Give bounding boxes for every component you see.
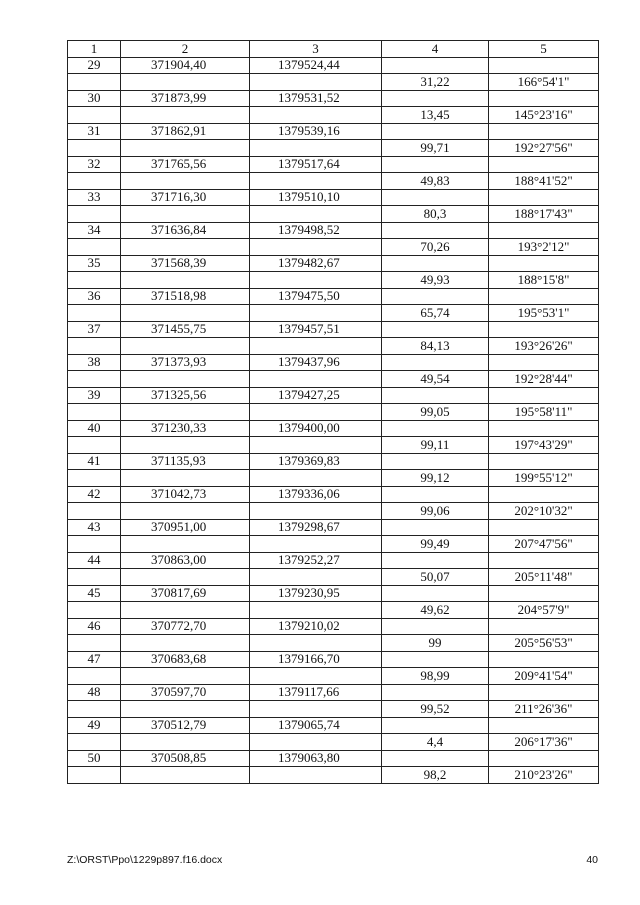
x-coordinate-cell — [121, 305, 250, 322]
point-number-cell — [68, 668, 121, 685]
y-coordinate-cell — [250, 635, 382, 652]
column-header-1: 1 — [68, 41, 121, 58]
point-number-cell: 32 — [68, 156, 121, 173]
point-number-cell: 40 — [68, 420, 121, 437]
y-coordinate-cell: 1379531,52 — [250, 90, 382, 107]
distance-cell — [382, 651, 489, 668]
table-row — [68, 552, 599, 569]
y-coordinate-cell: 1379210,02 — [250, 618, 382, 635]
point-number-cell: 31 — [68, 123, 121, 140]
y-coordinate-cell — [250, 140, 382, 157]
bearing-cell: 210°23'26" — [489, 767, 599, 784]
distance-cell — [382, 189, 489, 206]
table-row — [68, 371, 599, 388]
table-row — [68, 651, 599, 668]
table-row — [68, 503, 599, 520]
bearing-cell: 195°53'1" — [489, 305, 599, 322]
table-row — [68, 486, 599, 503]
bearing-cell — [489, 90, 599, 107]
distance-cell — [382, 420, 489, 437]
bearing-cell — [489, 717, 599, 734]
bearing-cell — [489, 750, 599, 767]
bearing-cell: 188°41'52" — [489, 173, 599, 190]
x-coordinate-cell: 370683,68 — [121, 651, 250, 668]
table-row — [68, 123, 599, 140]
table-row — [68, 288, 599, 305]
y-coordinate-cell: 1379517,64 — [250, 156, 382, 173]
table-row — [68, 222, 599, 239]
y-coordinate-cell — [250, 305, 382, 322]
y-coordinate-cell — [250, 74, 382, 91]
x-coordinate-cell: 370772,70 — [121, 618, 250, 635]
x-coordinate-cell: 371636,84 — [121, 222, 250, 239]
x-coordinate-cell: 370951,00 — [121, 519, 250, 536]
bearing-cell — [489, 519, 599, 536]
y-coordinate-cell: 1379065,74 — [250, 717, 382, 734]
y-coordinate-cell — [250, 503, 382, 520]
distance-cell: 31,22 — [382, 74, 489, 91]
x-coordinate-cell — [121, 272, 250, 289]
distance-cell: 99 — [382, 635, 489, 652]
distance-cell: 50,07 — [382, 569, 489, 586]
point-number-cell — [68, 107, 121, 124]
x-coordinate-cell — [121, 404, 250, 421]
table-row — [68, 107, 599, 124]
column-header-4: 4 — [382, 41, 489, 58]
x-coordinate-cell — [121, 107, 250, 124]
x-coordinate-cell — [121, 701, 250, 718]
y-coordinate-cell: 1379539,16 — [250, 123, 382, 140]
point-number-cell: 29 — [68, 57, 121, 74]
y-coordinate-cell — [250, 668, 382, 685]
distance-cell: 65,74 — [382, 305, 489, 322]
bearing-cell: 206°17'36" — [489, 734, 599, 751]
x-coordinate-cell: 371904,40 — [121, 57, 250, 74]
point-number-cell — [68, 206, 121, 223]
bearing-cell — [489, 321, 599, 338]
column-header-3: 3 — [250, 41, 382, 58]
point-number-cell — [68, 767, 121, 784]
x-coordinate-cell — [121, 536, 250, 553]
bearing-cell — [489, 354, 599, 371]
y-coordinate-cell: 1379369,83 — [250, 453, 382, 470]
x-coordinate-cell — [121, 206, 250, 223]
bearing-cell: 192°27'56" — [489, 140, 599, 157]
x-coordinate-cell — [121, 371, 250, 388]
table-row — [68, 585, 599, 602]
distance-cell: 4,4 — [382, 734, 489, 751]
x-coordinate-cell: 371568,39 — [121, 255, 250, 272]
y-coordinate-cell — [250, 536, 382, 553]
table-row — [68, 272, 599, 289]
bearing-cell: 205°11'48" — [489, 569, 599, 586]
distance-cell — [382, 552, 489, 569]
distance-cell — [382, 123, 489, 140]
y-coordinate-cell: 1379482,67 — [250, 255, 382, 272]
distance-cell: 98,99 — [382, 668, 489, 685]
y-coordinate-cell — [250, 404, 382, 421]
point-number-cell — [68, 305, 121, 322]
x-coordinate-cell — [121, 140, 250, 157]
distance-cell — [382, 57, 489, 74]
bearing-cell — [489, 552, 599, 569]
distance-cell: 99,49 — [382, 536, 489, 553]
y-coordinate-cell — [250, 107, 382, 124]
distance-cell: 84,13 — [382, 338, 489, 355]
distance-cell — [382, 519, 489, 536]
y-coordinate-cell — [250, 470, 382, 487]
bearing-cell: 195°58'11" — [489, 404, 599, 421]
distance-cell: 99,11 — [382, 437, 489, 454]
point-number-cell — [68, 635, 121, 652]
y-coordinate-cell — [250, 371, 382, 388]
y-coordinate-cell — [250, 767, 382, 784]
x-coordinate-cell — [121, 239, 250, 256]
y-coordinate-cell: 1379437,96 — [250, 354, 382, 371]
distance-cell — [382, 750, 489, 767]
point-number-cell: 47 — [68, 651, 121, 668]
coordinates-table — [67, 40, 599, 784]
point-number-cell: 34 — [68, 222, 121, 239]
distance-cell: 99,71 — [382, 140, 489, 157]
table-row — [68, 734, 599, 751]
x-coordinate-cell: 371518,98 — [121, 288, 250, 305]
y-coordinate-cell: 1379298,67 — [250, 519, 382, 536]
point-number-cell: 45 — [68, 585, 121, 602]
table-row — [68, 519, 599, 536]
table-row — [68, 437, 599, 454]
table-row — [68, 140, 599, 157]
distance-cell: 49,54 — [382, 371, 489, 388]
table-row — [68, 767, 599, 784]
x-coordinate-cell — [121, 338, 250, 355]
table-row — [68, 701, 599, 718]
distance-cell: 80,3 — [382, 206, 489, 223]
bearing-cell: 204°57'9" — [489, 602, 599, 619]
point-number-cell: 48 — [68, 684, 121, 701]
y-coordinate-cell — [250, 206, 382, 223]
distance-cell — [382, 717, 489, 734]
y-coordinate-cell — [250, 338, 382, 355]
table-body — [68, 57, 599, 783]
point-number-cell: 33 — [68, 189, 121, 206]
table-row — [68, 189, 599, 206]
bearing-cell — [489, 156, 599, 173]
distance-cell — [382, 255, 489, 272]
table-row — [68, 239, 599, 256]
point-number-cell: 36 — [68, 288, 121, 305]
x-coordinate-cell — [121, 602, 250, 619]
point-number-cell — [68, 272, 121, 289]
table-row — [68, 453, 599, 470]
bearing-cell — [489, 123, 599, 140]
y-coordinate-cell: 1379457,51 — [250, 321, 382, 338]
x-coordinate-cell: 370512,79 — [121, 717, 250, 734]
table-row — [68, 470, 599, 487]
point-number-cell — [68, 602, 121, 619]
bearing-cell — [489, 486, 599, 503]
bearing-cell — [489, 57, 599, 74]
bearing-cell — [489, 255, 599, 272]
table-row — [68, 173, 599, 190]
distance-cell — [382, 585, 489, 602]
column-header-5: 5 — [489, 41, 599, 58]
footer-file-path: Z:\ORST\Ppo\1229p897.f16.docx — [67, 854, 223, 866]
bearing-cell: 211°26'36" — [489, 701, 599, 718]
x-coordinate-cell: 370508,85 — [121, 750, 250, 767]
bearing-cell — [489, 618, 599, 635]
point-number-cell: 46 — [68, 618, 121, 635]
y-coordinate-cell: 1379427,25 — [250, 387, 382, 404]
table-row — [68, 635, 599, 652]
table-row — [68, 206, 599, 223]
y-coordinate-cell: 1379510,10 — [250, 189, 382, 206]
distance-cell — [382, 387, 489, 404]
distance-cell: 13,45 — [382, 107, 489, 124]
x-coordinate-cell: 371455,75 — [121, 321, 250, 338]
bearing-cell: 205°56'53" — [489, 635, 599, 652]
x-coordinate-cell — [121, 503, 250, 520]
table-row — [68, 618, 599, 635]
x-coordinate-cell: 371373,93 — [121, 354, 250, 371]
bearing-cell — [489, 453, 599, 470]
point-number-cell — [68, 173, 121, 190]
y-coordinate-cell: 1379166,70 — [250, 651, 382, 668]
x-coordinate-cell: 370863,00 — [121, 552, 250, 569]
point-number-cell: 50 — [68, 750, 121, 767]
bearing-cell: 209°41'54" — [489, 668, 599, 685]
point-number-cell — [68, 74, 121, 91]
bearing-cell — [489, 585, 599, 602]
x-coordinate-cell — [121, 173, 250, 190]
x-coordinate-cell — [121, 470, 250, 487]
x-coordinate-cell — [121, 734, 250, 751]
table-row — [68, 387, 599, 404]
bearing-cell — [489, 189, 599, 206]
bearing-cell: 192°28'44" — [489, 371, 599, 388]
x-coordinate-cell: 370817,69 — [121, 585, 250, 602]
y-coordinate-cell — [250, 239, 382, 256]
distance-cell — [382, 354, 489, 371]
x-coordinate-cell: 370597,70 — [121, 684, 250, 701]
table-row — [68, 404, 599, 421]
distance-cell — [382, 684, 489, 701]
point-number-cell: 49 — [68, 717, 121, 734]
bearing-cell: 193°26'26" — [489, 338, 599, 355]
table-row — [68, 668, 599, 685]
table-row — [68, 74, 599, 91]
x-coordinate-cell — [121, 767, 250, 784]
bearing-cell: 188°17'43" — [489, 206, 599, 223]
distance-cell: 99,06 — [382, 503, 489, 520]
table-row — [68, 57, 599, 74]
x-coordinate-cell: 371042,73 — [121, 486, 250, 503]
distance-cell — [382, 486, 489, 503]
table-row — [68, 255, 599, 272]
table-row — [68, 338, 599, 355]
x-coordinate-cell — [121, 668, 250, 685]
bearing-cell: 166°54'1" — [489, 74, 599, 91]
table-row — [68, 156, 599, 173]
distance-cell: 99,52 — [382, 701, 489, 718]
point-number-cell — [68, 536, 121, 553]
point-number-cell: 30 — [68, 90, 121, 107]
point-number-cell — [68, 404, 121, 421]
y-coordinate-cell: 1379117,66 — [250, 684, 382, 701]
table-row — [68, 354, 599, 371]
bearing-cell: 193°2'12" — [489, 239, 599, 256]
point-number-cell: 35 — [68, 255, 121, 272]
bearing-cell — [489, 288, 599, 305]
bearing-cell: 207°47'56" — [489, 536, 599, 553]
y-coordinate-cell: 1379336,06 — [250, 486, 382, 503]
point-number-cell: 39 — [68, 387, 121, 404]
x-coordinate-cell: 371325,56 — [121, 387, 250, 404]
table-row — [68, 684, 599, 701]
distance-cell — [382, 90, 489, 107]
distance-cell — [382, 156, 489, 173]
point-number-cell: 44 — [68, 552, 121, 569]
point-number-cell — [68, 470, 121, 487]
point-number-cell — [68, 734, 121, 751]
bearing-cell: 188°15'8" — [489, 272, 599, 289]
point-number-cell: 42 — [68, 486, 121, 503]
distance-cell: 49,93 — [382, 272, 489, 289]
table-row — [68, 569, 599, 586]
column-header-2: 2 — [121, 41, 250, 58]
point-number-cell: 37 — [68, 321, 121, 338]
y-coordinate-cell — [250, 701, 382, 718]
y-coordinate-cell: 1379475,50 — [250, 288, 382, 305]
bearing-cell — [489, 651, 599, 668]
table-row — [68, 750, 599, 767]
x-coordinate-cell: 371765,56 — [121, 156, 250, 173]
point-number-cell — [68, 437, 121, 454]
point-number-cell — [68, 569, 121, 586]
y-coordinate-cell — [250, 569, 382, 586]
point-number-cell — [68, 701, 121, 718]
bearing-cell — [489, 684, 599, 701]
y-coordinate-cell: 1379252,27 — [250, 552, 382, 569]
point-number-cell — [68, 338, 121, 355]
x-coordinate-cell — [121, 74, 250, 91]
point-number-cell: 41 — [68, 453, 121, 470]
table-row — [68, 305, 599, 322]
distance-cell: 98,2 — [382, 767, 489, 784]
bearing-cell: 199°55'12" — [489, 470, 599, 487]
x-coordinate-cell: 371135,93 — [121, 453, 250, 470]
y-coordinate-cell: 1379063,80 — [250, 750, 382, 767]
bearing-cell: 145°23'16" — [489, 107, 599, 124]
x-coordinate-cell: 371862,91 — [121, 123, 250, 140]
point-number-cell — [68, 140, 121, 157]
y-coordinate-cell: 1379230,95 — [250, 585, 382, 602]
table-row — [68, 602, 599, 619]
table-row — [68, 321, 599, 338]
x-coordinate-cell: 371716,30 — [121, 189, 250, 206]
distance-cell — [382, 321, 489, 338]
bearing-cell: 197°43'29" — [489, 437, 599, 454]
distance-cell — [382, 288, 489, 305]
distance-cell: 49,62 — [382, 602, 489, 619]
y-coordinate-cell — [250, 173, 382, 190]
y-coordinate-cell — [250, 734, 382, 751]
y-coordinate-cell: 1379400,00 — [250, 420, 382, 437]
table-row — [68, 536, 599, 553]
y-coordinate-cell: 1379498,52 — [250, 222, 382, 239]
x-coordinate-cell — [121, 569, 250, 586]
distance-cell — [382, 453, 489, 470]
distance-cell — [382, 618, 489, 635]
bearing-cell — [489, 222, 599, 239]
x-coordinate-cell: 371230,33 — [121, 420, 250, 437]
distance-cell: 49,83 — [382, 173, 489, 190]
bearing-cell: 202°10'32" — [489, 503, 599, 520]
y-coordinate-cell — [250, 437, 382, 454]
y-coordinate-cell — [250, 272, 382, 289]
distance-cell: 70,26 — [382, 239, 489, 256]
distance-cell: 99,05 — [382, 404, 489, 421]
point-number-cell — [68, 371, 121, 388]
point-number-cell — [68, 239, 121, 256]
table-header-row — [68, 41, 599, 58]
table-row — [68, 90, 599, 107]
table-row — [68, 717, 599, 734]
table-row — [68, 420, 599, 437]
y-coordinate-cell: 1379524,44 — [250, 57, 382, 74]
bearing-cell — [489, 420, 599, 437]
x-coordinate-cell — [121, 635, 250, 652]
bearing-cell — [489, 387, 599, 404]
y-coordinate-cell — [250, 602, 382, 619]
point-number-cell: 38 — [68, 354, 121, 371]
distance-cell: 99,12 — [382, 470, 489, 487]
x-coordinate-cell — [121, 437, 250, 454]
x-coordinate-cell: 371873,99 — [121, 90, 250, 107]
point-number-cell — [68, 503, 121, 520]
distance-cell — [382, 222, 489, 239]
footer-page-number: 40 — [586, 854, 598, 866]
point-number-cell: 43 — [68, 519, 121, 536]
